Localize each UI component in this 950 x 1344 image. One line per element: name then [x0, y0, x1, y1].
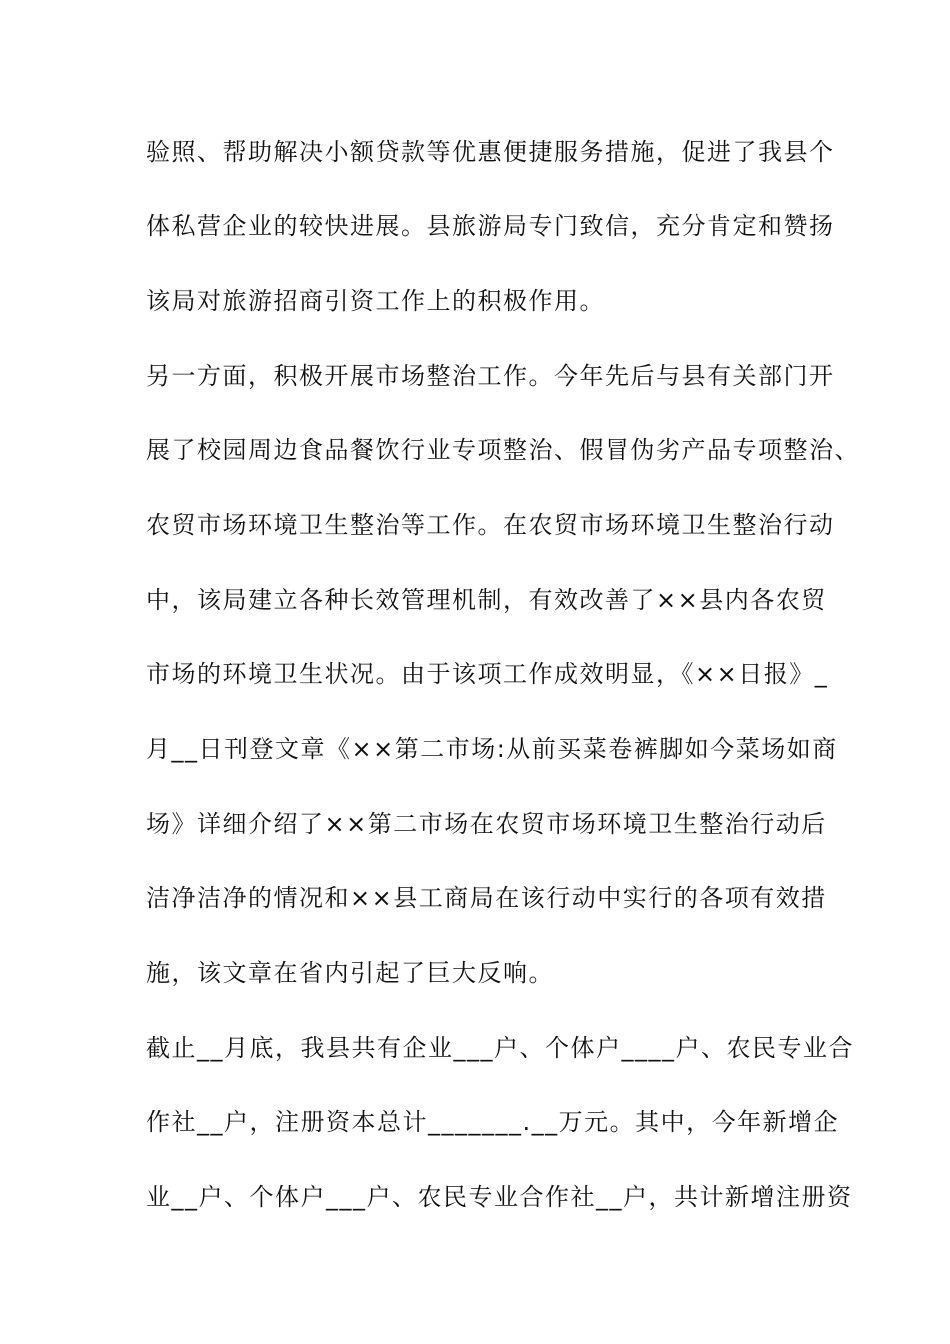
text-line: 业__户、个体户___户、农民专业合作社__户，共计新增注册资 — [146, 1183, 853, 1211]
text-line: 场》详细介绍了××第二市场在农贸市场环境卫生整治行动后 — [146, 810, 827, 838]
text-line: 月__日刊登文章《××第二市场:从前买菜卷裤脚如今菜场如商 — [146, 735, 838, 763]
text-line: 施，该文章在省内引起了巨大反响。 — [146, 959, 554, 987]
text-line: 农贸市场环境卫生整治等工作。在农贸市场环境卫生整治行动 — [146, 511, 835, 539]
text-line: 市场的环境卫生状况。由于该项工作成效明显，《××日报》_ — [146, 660, 829, 688]
text-line: 另一方面，积极开展市场整治工作。今年先后与县有关部门开 — [146, 362, 835, 390]
text-line: 该局对旅游招商引资工作上的积极作用。 — [146, 287, 605, 315]
text-line: 展了校园周边食品餐饮行业专项整治、假冒伪劣产品专项整治、 — [146, 436, 860, 464]
text-line: 截止__月底，我县共有企业___户、个体户____户、农民专业合 — [146, 1034, 854, 1062]
text-line: 洁净洁净的情况和××县工商局在该行动中实行的各项有效措 — [146, 884, 827, 912]
text-line: 作社__户，注册资本总计_______.__万元。其中，今年新增企 — [146, 1108, 840, 1136]
text-line: 体私营企业的较快进展。县旅游局专门致信，充分肯定和赞扬 — [146, 212, 835, 240]
text-line: 中，该局建立各种长效管理机制，有效改善了××县内各农贸 — [146, 586, 827, 614]
text-line: 验照、帮助解决小额贷款等优惠便捷服务措施，促进了我县个 — [146, 138, 835, 166]
